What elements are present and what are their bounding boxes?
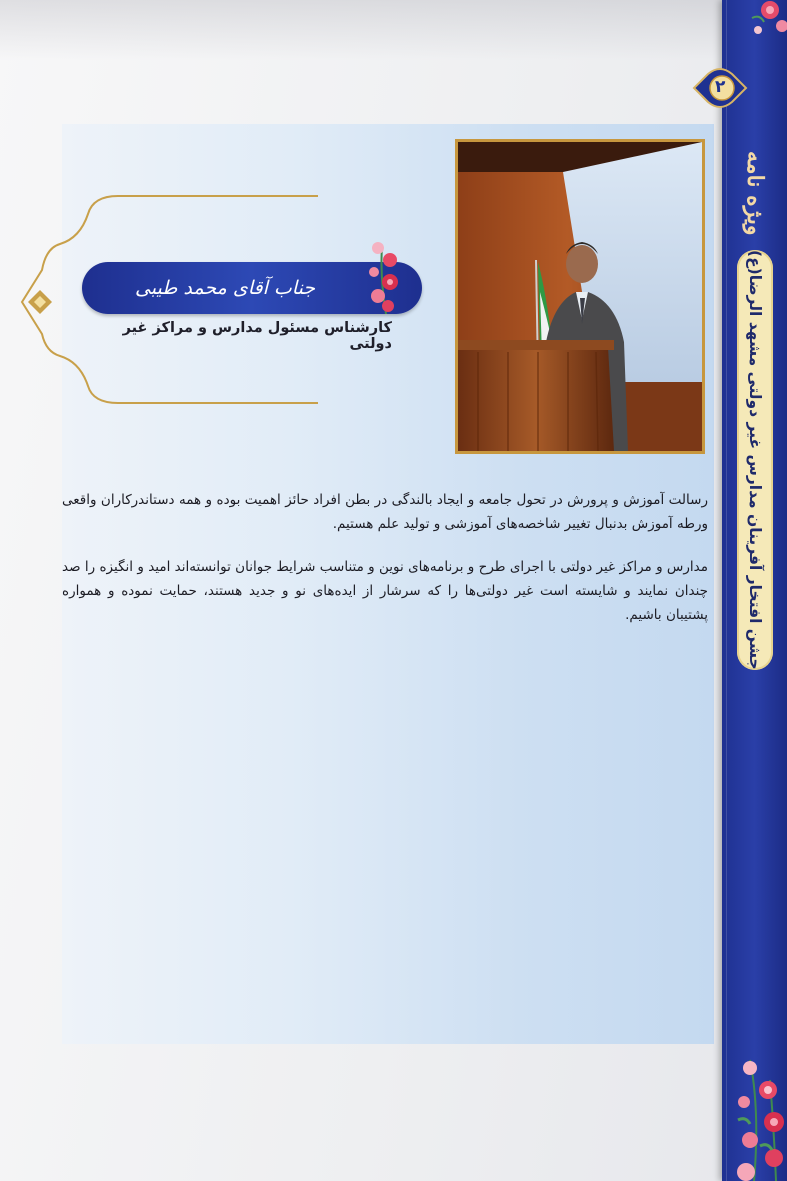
- flower-decoration-top: [748, 0, 787, 40]
- body-paragraph-1: رسالت آموزش و پرورش در تحول جامعه و ایجاد بالندگی در بطن افراد حائز اهمیت بوده و همه دستاندرکاران واقعی ورطه آموزش بدنبال تغییر شاخصه‌های آموزشی و تولید علم هستیم.: [62, 491, 708, 532]
- flower-decoration-bottom: [730, 1050, 787, 1181]
- sidebar-subtitle: جشن افتخار آفرینان مدارس غیر دولتی مشهد الرضا(ع): [746, 250, 764, 670]
- page-shadow: [0, 0, 730, 60]
- speaker-photo-illustration: [458, 142, 702, 451]
- speaker-name: جناب آقای محمد طیبی: [134, 277, 316, 299]
- brand-title: ویژه نامه: [742, 150, 768, 236]
- page-number-badge: [690, 66, 750, 110]
- subtitle-pill: [737, 250, 773, 670]
- page-number: ۲: [715, 77, 726, 97]
- body-paragraph-2: مدارس و مراکز غیر دولتی با اجرای طرح و برنامه‌های نوین و متناسب شرایط جوانان توانسته‌اند امید و انگیزه را صد چندان نمایند و شایسته است غیر دولتی‌ها را که سرشار از ایده‌های نو و جدید هستند، حمایت نموده و همواره پشتیبان باشیم.: [62, 558, 708, 623]
- speaker-role: کارشناس مسئول مدارس و مراکز غیر دولتی: [122, 320, 392, 352]
- speaker-photo: [455, 139, 705, 454]
- flower-ornament-icon: [360, 238, 406, 314]
